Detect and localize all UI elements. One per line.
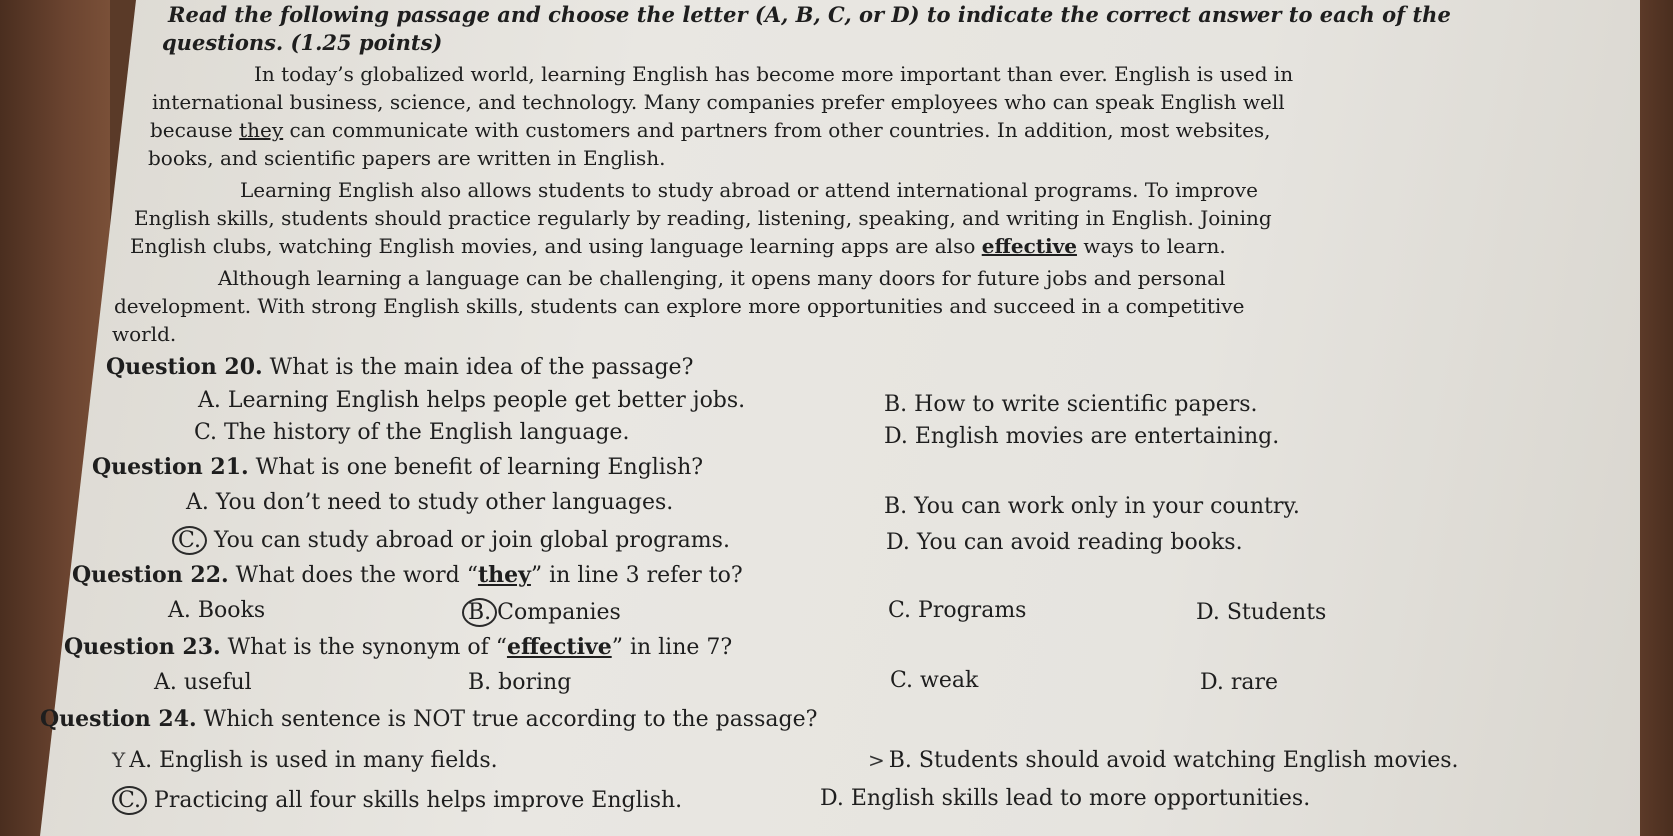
q23-option-b[interactable]: B. boring [468,670,572,695]
q24-b-tick-mark: > [868,748,885,772]
q22-option-d[interactable]: D. Students [1196,600,1327,625]
q20-option-c[interactable]: C. The history of the English language. [194,420,630,445]
word-effective: effective [981,234,1077,258]
passage-p1-line4: books, and scientific papers are written in English. [148,146,666,170]
q24-option-a[interactable]: Y A. English is used in many fields. [112,748,498,773]
q24-option-d[interactable]: D. English skills lead to more opportunities. [820,786,1311,811]
word-they: they [239,118,284,142]
passage-p2-line3: English clubs, watching English movies, and using language learning apps are also effective ways to learn. [130,234,1226,258]
q23-option-c[interactable]: C. weak [890,668,979,693]
q22-option-a[interactable]: A. Books [168,598,266,623]
passage-p3-line1: Although learning a language can be challenging, it opens many doors for future jobs and personal [218,266,1226,290]
question-21: Question 21. What is one benefit of learning English? [92,454,704,480]
q21-option-a[interactable]: A. You don’t need to study other languages. [186,490,674,515]
q22-option-c[interactable]: C. Programs [888,598,1027,623]
passage-p3-line3: world. [112,322,177,346]
q22-word-they: they [477,562,531,588]
q23-option-a[interactable]: A. useful [154,670,252,695]
q23-option-d[interactable]: D. rare [1200,670,1279,695]
q20-option-a[interactable]: A. Learning English helps people get better jobs. [198,388,746,413]
q20-option-d[interactable]: D. English movies are entertaining. [884,424,1280,449]
q22-answer-circle: B. [462,598,497,627]
passage-p1-line2: international business, science, and technology. Many companies prefer employees who can speak English well [152,90,1285,114]
question-22: Question 22. What does the word “they” in line 3 refer to? [72,562,743,588]
question-20: Question 20. What is the main idea of the passage? [106,354,694,380]
passage-p1-line1: In today’s globalized world, learning English has become more important than ever. English is used in [254,62,1294,86]
q22-option-b[interactable]: B. Companies [468,598,621,627]
passage-p3-line2: development. With strong English skills, students can explore more opportunities and succeed in a competitive [114,294,1245,318]
q23-word-effective: effective [506,634,612,660]
question-23: Question 23. What is the synonym of “effective” in line 7? [64,634,733,660]
q24-option-c[interactable]: C. Practicing all four skills helps improve English. [118,786,682,815]
passage-p2-line1: Learning English also allows students to study abroad or attend international programs. To improve [240,178,1258,202]
q24-option-b[interactable]: > B. Students should avoid watching English movies. [868,748,1459,773]
q24-a-tick-mark: Y [112,748,126,772]
passage-p2-line2: English skills, students should practice regularly by reading, listening, speaking, and writing in English. Joining [134,206,1272,230]
q20-option-b[interactable]: B. How to write scientific papers. [884,392,1258,417]
passage-p1-line3: because they can communicate with customers and partners from other countries. In addition, most websites, [150,118,1271,142]
question-24: Question 24. Which sentence is NOT true according to the passage? [40,706,818,732]
q21-option-c[interactable]: C. You can study abroad or join global programs. [178,526,730,555]
q21-option-d[interactable]: D. You can avoid reading books. [886,530,1243,555]
instruction-line-1: Read the following passage and choose the letter (A, B, C, or D) to indicate the correct answer to each of the [168,2,1451,27]
q21-option-b[interactable]: B. You can work only in your country. [884,494,1300,519]
instruction-line-2: questions. (1.25 points) [162,30,443,55]
q24-answer-circle: C. [112,786,147,815]
q21-answer-circle: C. [172,526,207,555]
